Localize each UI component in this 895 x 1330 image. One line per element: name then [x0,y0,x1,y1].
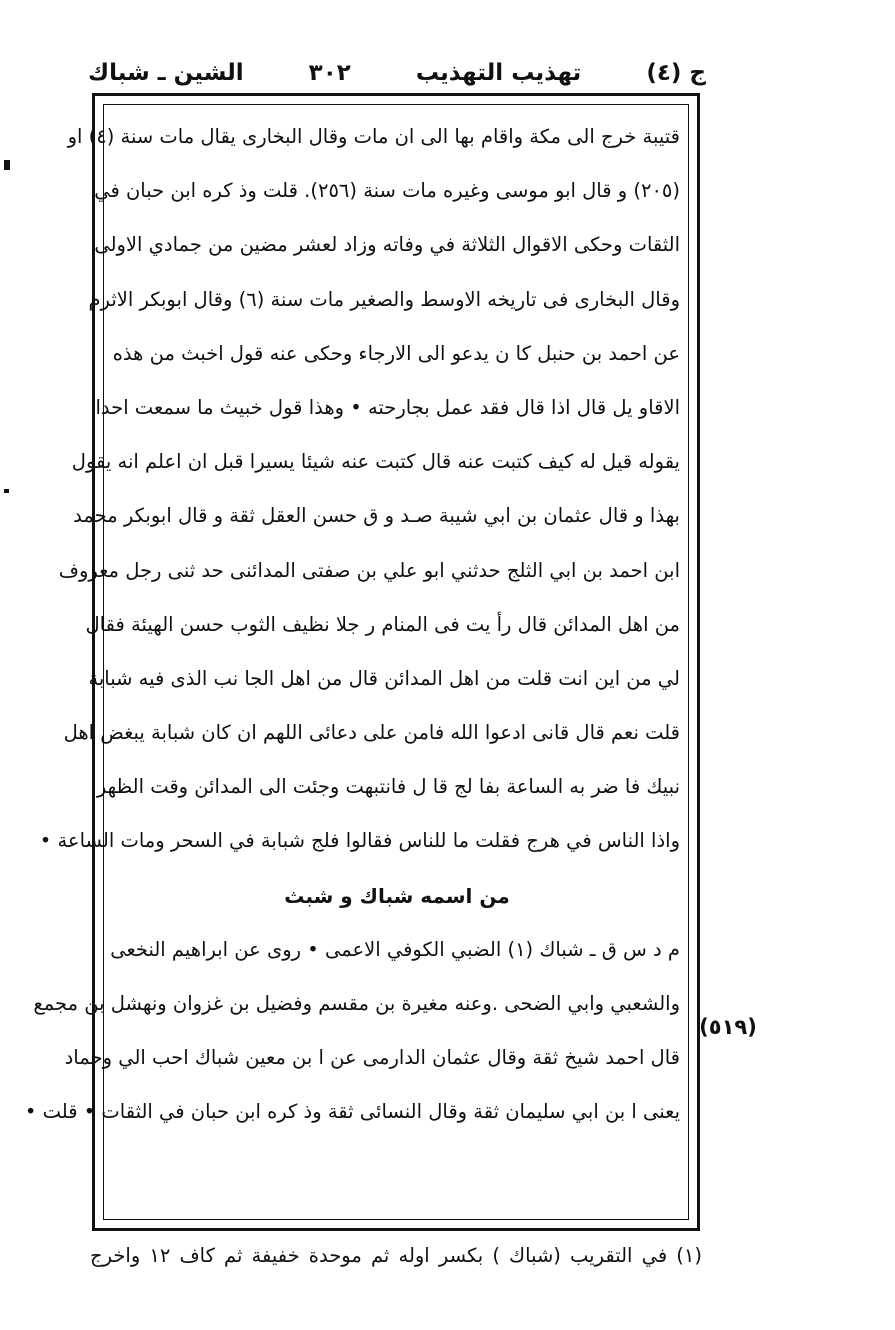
section-title: الشين ـ شباك [88,60,244,86]
margin-mark-top [4,160,10,170]
text-line: (٢٠٥) و قال ابو موسى وغيره مات سنة (٢٥٦). قلت وذ كره ابن حبان في [94,179,680,203]
text-line: لي من اين انت قلت من اهل المدائن قال من اهل الجا نب الذى فيه شبابة [88,666,680,690]
entry-line: والشعبي وابي الضحى .وعنه مغيرة بن مقسم وفضيل بن غزوان ونهشل بن مجمع [33,992,680,1015]
text-line: بهذا و قال عثمان بن ابي شيبة صـد و ق حسن العقل ثقة و قال ابوبكر محمد [73,504,680,528]
text-line: عن احمد بن حنبل كا ن يدعو الى الارجاء وحكى عنه قول اخبث من هذه [112,341,680,365]
volume-label: ج (٤) [646,60,706,86]
text-line: نبيك فا ضر به الساعة بفا لج قا ل فانتبهت وجئت الى المدائن وقت الظهر [96,775,680,799]
text-line: وقال البخارى فى تاريخه الاوسط والصغير مات سنة (٦) وقال ابوبكر الاثرم [88,287,680,311]
footnote: (١) في التقريب (شباك ) بكسر اوله ثم موحدة خفيفة ثم كاف ١٢ واخرج [90,1244,703,1267]
entry-number: (٥١٩) [699,1015,757,1039]
entry-line: يعنى ا بن ابي سليمان ثقة وقال النسائى ثقة وذ كره ابن حبان في الثقات • قلت • [24,1100,680,1124]
page-header [88,50,706,96]
text-line: يقوله قيل له كيف كتبت عنه قال كتبت عنه شيئا يسيرا قبل ان اعلم انه يقول [71,450,680,474]
book-title: تهذيب التهذيب [415,60,582,86]
text-line: قلت نعم قال قانى ادعوا الله فامن على دعائى اللهم ان كان شبابة يبغض اهل [63,721,680,745]
entry-line: قال احمد شيخ ثقة وقال عثمان الدارمى عن ا بن معين شباك احب الي وحماد [64,1046,680,1070]
section-heading: من اسمه شباك و شبث [284,883,510,908]
margin-mark-middle [4,489,9,493]
text-line: ابن احمد بن ابي الثلج حدثني ابو علي بن صفتى المدائنى حد ثنى رجل معروف [58,558,680,582]
text-line: واذا الناس في هرج فقلت ما للناس فقالوا فلج شبابة في السحر ومات الساعة • [39,829,680,853]
text-line: الاقاو يل قال اذا قال فقد عمل بجارحته • وهذا قول خبيث ما سمعت احدا [95,395,680,419]
text-line: الثقات وحكى الاقوال الثلاثة في وفاته وزاد لعشر مضين من جمادي الاولى [94,233,680,257]
text-line: من اهل المدائن قال رأ يت فى المنام ر جلا نظيف الثوب حسن الهيئة فقال [85,612,680,636]
page-body [24,110,680,1140]
text-line: قتيبة خرج الى مكة واقام بها الى ان مات وقال البخارى يقال مات سنة (٤) او [67,125,680,148]
entry-line: م د س ق ـ شباك (١) الضبي الكوفي الاعمى • روى عن ابراهيم النخعى [110,937,680,961]
page-number: ٣٠٢ [308,60,351,86]
